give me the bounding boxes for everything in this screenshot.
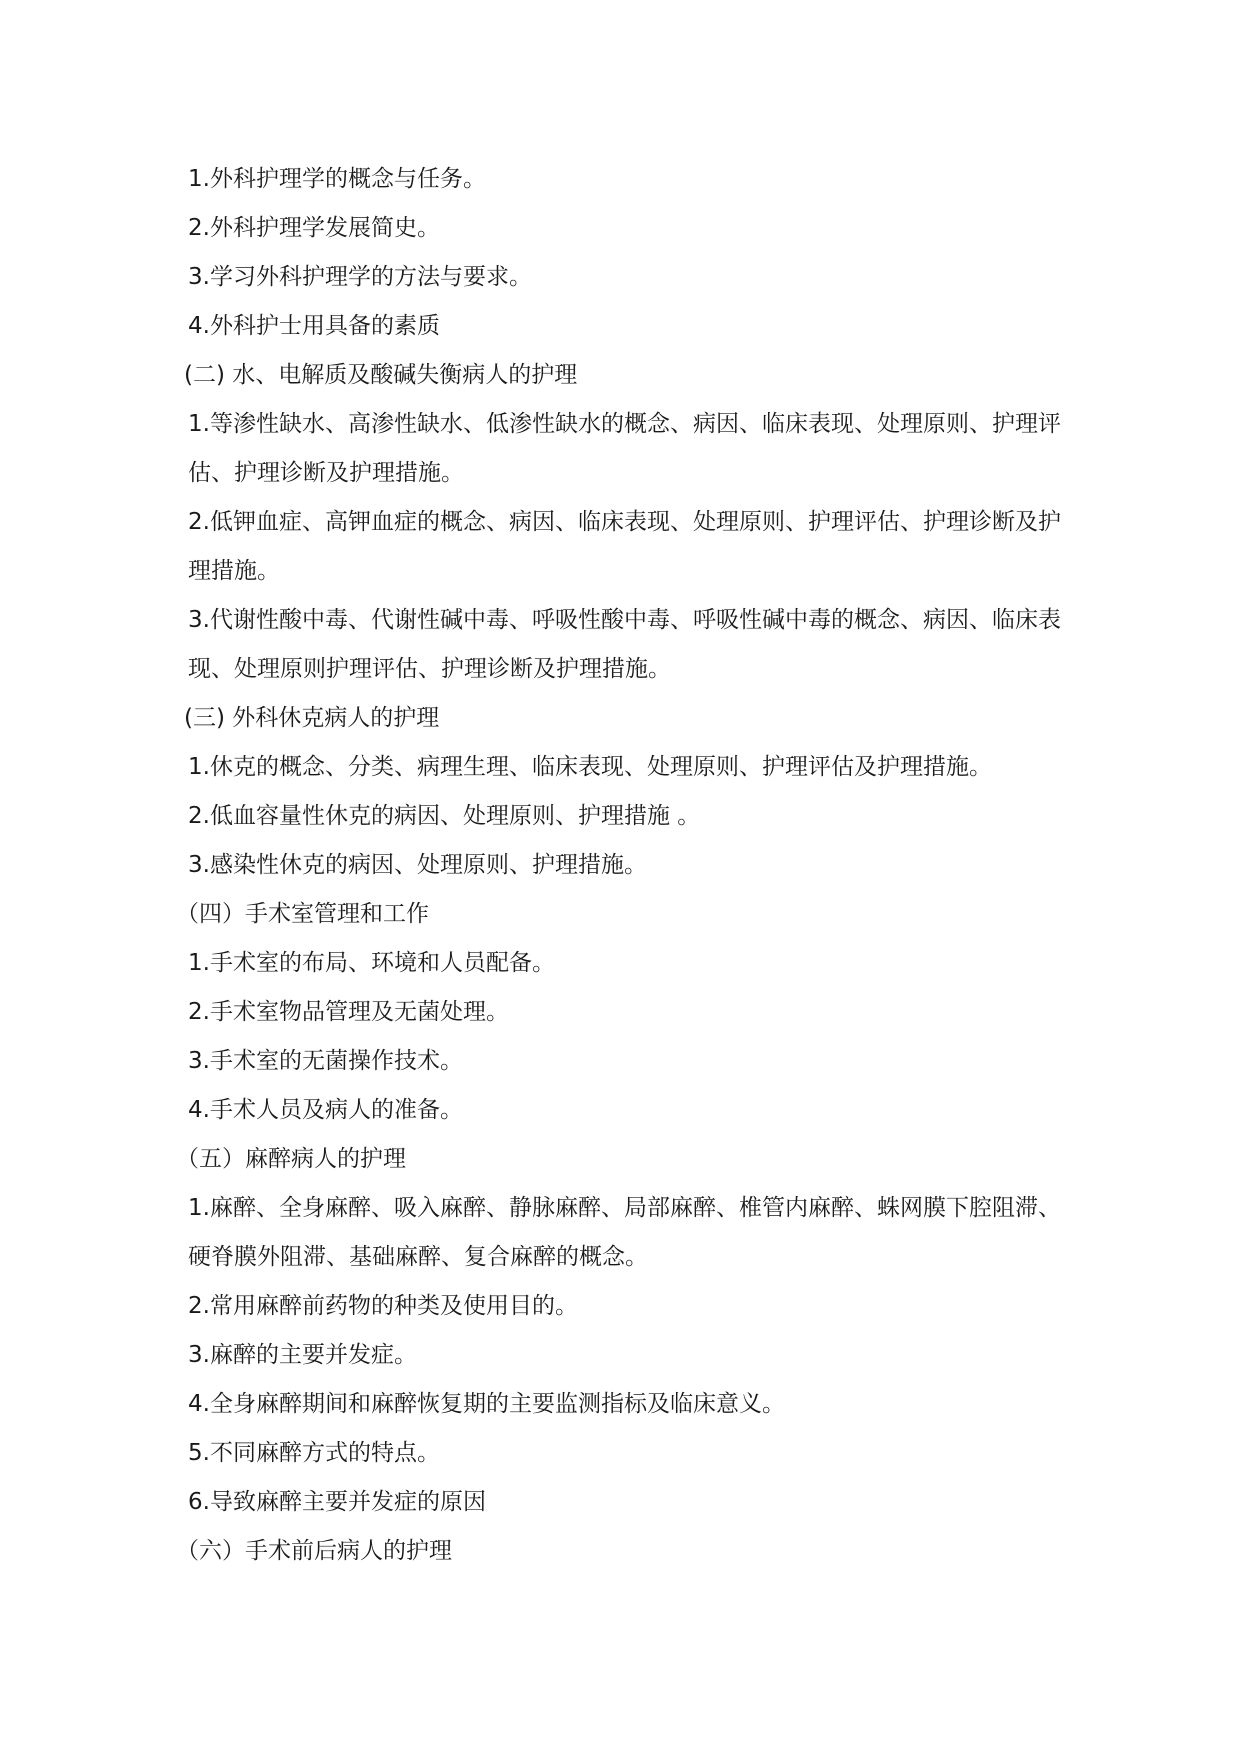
list-item: 2.常用麻醉前药物的种类及使用目的。 xyxy=(188,1293,578,1319)
list-item: 4.全身麻醉期间和麻醉恢复期的主要监测指标及临床意义。 xyxy=(188,1391,785,1417)
section-heading: （五）麻醉病人的护理 xyxy=(176,1146,406,1172)
list-item: 3.手术室的无菌操作技术。 xyxy=(188,1048,463,1074)
list-item: 5.不同麻醉方式的特点。 xyxy=(188,1440,440,1466)
section-heading: (二) 水、电解质及酸碱失衡病人的护理 xyxy=(184,362,578,388)
list-item: 1.休克的概念、分类、病理生理、临床表现、处理原则、护理评估及护理措施。 xyxy=(188,754,992,780)
list-item: 2.低血容量性休克的病因、处理原则、护理措施 。 xyxy=(188,803,701,829)
list-item: 1.外科护理学的概念与任务。 xyxy=(188,166,486,192)
section-heading: （四）手术室管理和工作 xyxy=(176,901,429,927)
list-item: 3.感染性休克的病因、处理原则、护理措施。 xyxy=(188,852,647,878)
list-item: 2.外科护理学发展简史。 xyxy=(188,215,440,241)
list-item: 3.代谢性酸中毒、代谢性碱中毒、呼吸性酸中毒、呼吸性碱中毒的概念、病因、临床表现、处理原则护理评估、护理诊断及护理措施。 xyxy=(188,607,1061,682)
section-heading: （六）手术前后病人的护理 xyxy=(176,1538,452,1564)
list-item: 3.学习外科护理学的方法与要求。 xyxy=(188,264,532,290)
section-heading: (三) 外科休克病人的护理 xyxy=(184,705,440,731)
list-item: 1.等渗性缺水、高渗性缺水、低渗性缺水的概念、病因、临床表现、处理原则、护理评估、护理诊断及护理措施。 xyxy=(188,411,1061,486)
list-item: 4.外科护士用具备的素质 xyxy=(188,313,440,339)
list-item: 3.麻醉的主要并发症。 xyxy=(188,1342,417,1368)
list-item: 2.手术室物品管理及无菌处理。 xyxy=(188,999,509,1025)
list-item: 4.手术人员及病人的准备。 xyxy=(188,1097,463,1123)
list-item: 2.低钾血症、高钾血症的概念、病因、临床表现、处理原则、护理评估、护理诊断及护理措施。 xyxy=(188,509,1061,584)
document-body xyxy=(176,155,1068,1576)
list-item: 6.导致麻醉主要并发症的原因 xyxy=(188,1489,486,1515)
list-item: 1.麻醉、全身麻醉、吸入麻醉、静脉麻醉、局部麻醉、椎管内麻醉、蛛网膜下腔阻滞、硬脊膜外阻滞、基础麻醉、复合麻醉的概念。 xyxy=(188,1195,1061,1270)
list-item: 1.手术室的布局、环境和人员配备。 xyxy=(188,950,555,976)
